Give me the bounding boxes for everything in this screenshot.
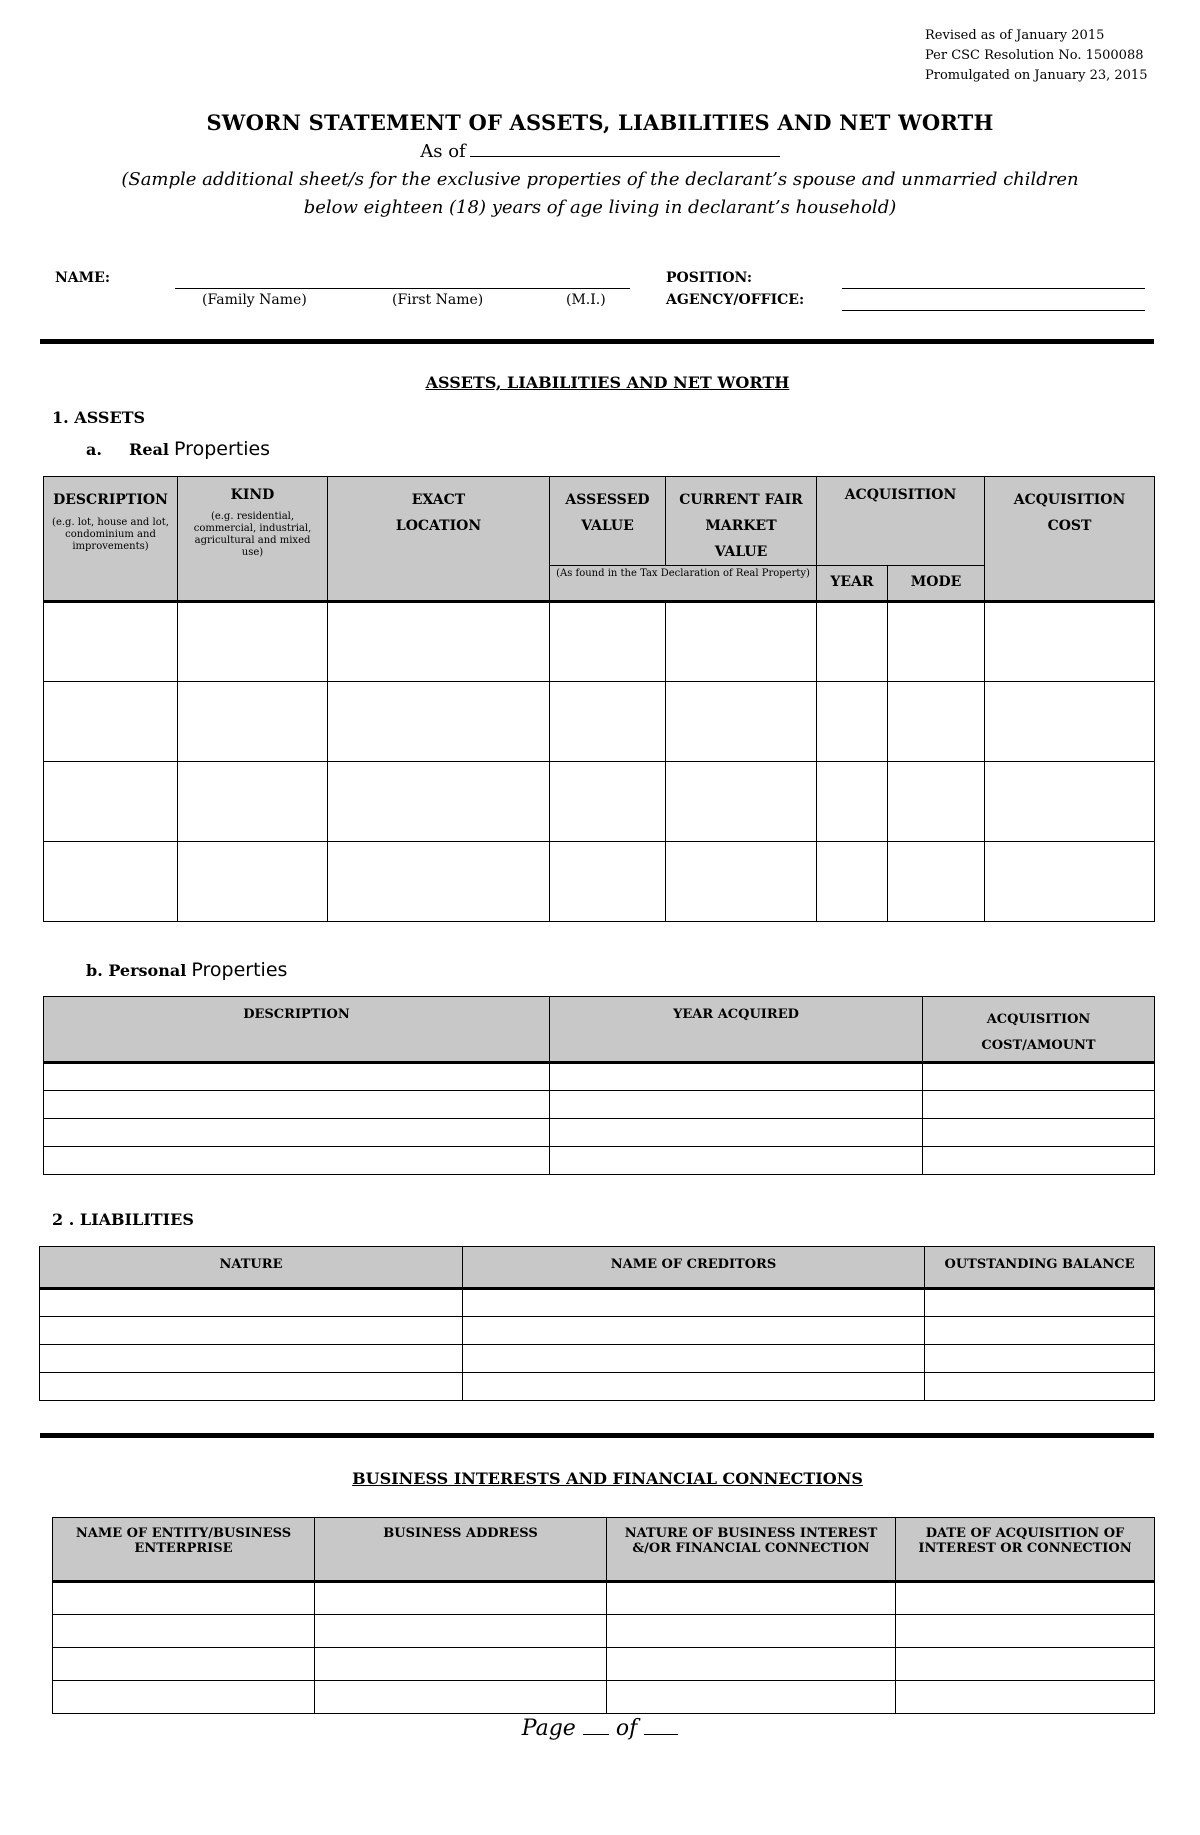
table-cell[interactable] (328, 842, 550, 922)
table-cell[interactable] (53, 1615, 315, 1648)
table-cell[interactable] (40, 1317, 463, 1345)
col-mode: MODE (888, 566, 985, 602)
table-cell[interactable] (607, 1582, 896, 1615)
table-row (40, 1345, 1155, 1373)
liabilities-table (39, 1246, 1155, 1401)
table-cell[interactable] (463, 1317, 925, 1345)
agency-field[interactable] (842, 310, 1145, 311)
col-business-nature: NATURE OF BUSINESS INTEREST &/OR FINANCIAL CONNECTION (607, 1518, 896, 1582)
business-heading: BUSINESS INTERESTS AND FINANCIAL CONNECTIONS (352, 1469, 863, 1488)
alnw-heading: ASSETS, LIABILITIES AND NET WORTH (425, 373, 790, 392)
table-cell[interactable] (178, 682, 328, 762)
table-cell[interactable] (53, 1648, 315, 1681)
col-assessed (550, 477, 666, 566)
table-row (44, 762, 1155, 842)
col-creditors: NAME OF CREDITORS (463, 1247, 925, 1289)
table-cell[interactable] (888, 842, 985, 922)
table-cell[interactable] (178, 762, 328, 842)
table-cell[interactable] (666, 602, 817, 682)
table-cell[interactable] (40, 1345, 463, 1373)
name-field[interactable] (175, 288, 630, 289)
col-acquisition-label: ACQUISITION (844, 487, 957, 503)
col-assessed-label1: ASSESSED (565, 492, 650, 508)
table-cell[interactable] (817, 602, 888, 682)
table-cell[interactable] (178, 842, 328, 922)
real-properties-heading (86, 438, 270, 460)
table-cell[interactable] (315, 1615, 607, 1648)
table-cell[interactable] (44, 602, 178, 682)
table-cell[interactable] (817, 762, 888, 842)
col-location (328, 477, 550, 602)
tax-declaration-note-text: (As found in the Tax Declaration of Real Property) (556, 568, 810, 579)
page-total-field[interactable] (644, 1716, 678, 1735)
col-personal-description: DESCRIPTION (44, 997, 550, 1063)
table-row (53, 1615, 1155, 1648)
col-acq-cost-label1: ACQUISITION (1013, 492, 1126, 508)
personal-bold: b. Personal (86, 961, 187, 980)
table-cell[interactable] (550, 602, 666, 682)
promulgated-date: Promulgated on January 23, 2015 (925, 68, 1148, 83)
col-acquisition-cost (985, 477, 1155, 602)
position-field[interactable] (842, 288, 1145, 289)
personal-properties-table (43, 996, 1155, 1175)
table-cell[interactable] (925, 1373, 1155, 1401)
table-cell[interactable] (53, 1582, 315, 1615)
sheet-note-line1: (Sample additional sheet/s for the exclusive properties of the declarant’s spouse and unmarried children (121, 169, 1079, 190)
real-bold: Real (129, 440, 169, 459)
table-cell[interactable] (896, 1615, 1155, 1648)
table-cell[interactable] (896, 1648, 1155, 1681)
table-cell[interactable] (666, 762, 817, 842)
table-cell[interactable] (925, 1345, 1155, 1373)
table-cell[interactable] (923, 1147, 1155, 1175)
table-cell[interactable] (925, 1289, 1155, 1317)
table-cell[interactable] (315, 1648, 607, 1681)
col-acq-cost-label2: COST (1047, 518, 1092, 534)
table-row (40, 1373, 1155, 1401)
col-location-label2: LOCATION (395, 518, 482, 534)
table-cell[interactable] (44, 1063, 550, 1091)
col-kind-note: (e.g. residential, commercial, industrial, agricultural and mixed use) (193, 511, 312, 558)
table-cell[interactable] (44, 842, 178, 922)
col-acquisition-date: DATE OF ACQUISITION OF INTEREST OR CONNECTION (896, 1518, 1155, 1582)
table-cell[interactable] (923, 1119, 1155, 1147)
table-cell[interactable] (315, 1582, 607, 1615)
document-title: SWORN STATEMENT OF ASSETS, LIABILITIES AND NET WORTH (206, 110, 994, 135)
table-row (44, 1119, 1155, 1147)
table-cell[interactable] (44, 1147, 550, 1175)
table-cell[interactable] (315, 1681, 607, 1714)
real-rest: Properties (174, 438, 271, 460)
col-description (44, 477, 178, 602)
personal-properties-heading (86, 959, 287, 981)
position-label: POSITION: (666, 270, 753, 286)
table-row (44, 602, 1155, 682)
table-cell[interactable] (607, 1648, 896, 1681)
table-cell[interactable] (550, 682, 666, 762)
assets-heading: 1. ASSETS (52, 408, 146, 427)
table-cell[interactable] (607, 1681, 896, 1714)
table-cell[interactable] (550, 842, 666, 922)
table-cell[interactable] (463, 1345, 925, 1373)
table-row (44, 1147, 1155, 1175)
col-personal-cost (923, 997, 1155, 1063)
table-cell[interactable] (178, 602, 328, 682)
tax-declaration-note (550, 566, 817, 602)
col-business-address: BUSINESS ADDRESS (315, 1518, 607, 1582)
col-outstanding-balance: OUTSTANDING BALANCE (925, 1247, 1155, 1289)
col-location-label1: EXACT (411, 492, 466, 508)
table-cell[interactable] (40, 1373, 463, 1401)
table-row (40, 1317, 1155, 1345)
table-cell[interactable] (896, 1681, 1155, 1714)
revised-date: Revised as of January 2015 (925, 28, 1105, 43)
table-cell[interactable] (40, 1289, 463, 1317)
table-cell[interactable] (607, 1615, 896, 1648)
table-cell[interactable] (817, 682, 888, 762)
personal-rest: Properties (191, 959, 288, 981)
table-cell[interactable] (985, 842, 1155, 922)
col-description-note: (e.g. lot, house and lot, condominium and improvements) (52, 517, 169, 552)
table-row (53, 1582, 1155, 1615)
col-kind (178, 477, 328, 602)
section-divider (40, 339, 1154, 344)
col-market-label2: MARKET (705, 518, 777, 534)
table-cell[interactable] (888, 602, 985, 682)
table-cell[interactable] (923, 1063, 1155, 1091)
table-row (44, 1091, 1155, 1119)
table-cell[interactable] (463, 1373, 925, 1401)
table-cell[interactable] (985, 682, 1155, 762)
table-cell[interactable] (550, 762, 666, 842)
table-cell[interactable] (328, 602, 550, 682)
real-properties-table (43, 476, 1155, 922)
table-row (40, 1289, 1155, 1317)
table-cell[interactable] (53, 1681, 315, 1714)
table-cell[interactable] (44, 1119, 550, 1147)
col-year: YEAR (817, 566, 888, 602)
table-cell[interactable] (985, 602, 1155, 682)
col-nature: NATURE (40, 1247, 463, 1289)
table-cell[interactable] (44, 762, 178, 842)
col-market-value (666, 477, 817, 566)
table-cell[interactable] (328, 762, 550, 842)
revision-note (925, 26, 1155, 86)
col-kind-label: KIND (230, 487, 275, 503)
as-of-field[interactable] (470, 142, 780, 157)
col-market-label3: VALUE (714, 544, 768, 560)
resolution-number: Per CSC Resolution No. 1500088 (925, 48, 1144, 63)
table-cell[interactable] (550, 1091, 923, 1119)
as-of-line (0, 141, 1200, 162)
col-personal-cost-label2: COST/AMOUNT (981, 1038, 1096, 1053)
col-market-label1: CURRENT FAIR (679, 492, 803, 508)
table-row (44, 1063, 1155, 1091)
col-entity: NAME OF ENTITY/BUSINESS ENTERPRISE (53, 1518, 315, 1582)
table-cell[interactable] (896, 1582, 1155, 1615)
table-row (53, 1681, 1155, 1714)
section-divider-2 (40, 1433, 1154, 1438)
table-cell[interactable] (666, 682, 817, 762)
sheet-note-line2: below eighteen (18) years of age living in declarant’s household) (303, 197, 897, 218)
as-of-label: As of (420, 141, 466, 162)
mi-caption: (M.I.) (566, 292, 606, 308)
table-row (44, 842, 1155, 922)
table-cell[interactable] (666, 842, 817, 922)
of-label: of (615, 1716, 638, 1741)
liabilities-heading: 2 . LIABILITIES (52, 1210, 194, 1229)
col-description-label: DESCRIPTION (53, 492, 168, 508)
family-name-caption: (Family Name) (202, 292, 307, 308)
col-personal-cost-label1: ACQUISITION (986, 1012, 1091, 1027)
page-number-field[interactable] (583, 1716, 609, 1735)
table-cell[interactable] (550, 1063, 923, 1091)
table-cell[interactable] (44, 1091, 550, 1119)
table-cell[interactable] (817, 842, 888, 922)
table-cell[interactable] (463, 1289, 925, 1317)
page-label: Page (521, 1716, 576, 1741)
table-cell[interactable] (550, 1119, 923, 1147)
sheet-note (80, 166, 1120, 222)
col-year-acquired: YEAR ACQUIRED (550, 997, 923, 1063)
table-cell[interactable] (550, 1147, 923, 1175)
table-row (53, 1648, 1155, 1681)
table-cell[interactable] (925, 1317, 1155, 1345)
table-row (44, 682, 1155, 762)
table-cell[interactable] (985, 762, 1155, 842)
table-cell[interactable] (923, 1091, 1155, 1119)
page-footer (0, 1716, 1200, 1741)
table-cell[interactable] (888, 682, 985, 762)
table-cell[interactable] (328, 682, 550, 762)
business-interests-table (52, 1517, 1155, 1714)
first-name-caption: (First Name) (392, 292, 484, 308)
agency-label: AGENCY/OFFICE: (666, 292, 805, 308)
col-acquisition (817, 477, 985, 566)
table-cell[interactable] (44, 682, 178, 762)
real-letter: a. (86, 440, 102, 459)
name-label: NAME: (55, 270, 110, 286)
table-cell[interactable] (888, 762, 985, 842)
col-assessed-label2: VALUE (581, 518, 634, 534)
